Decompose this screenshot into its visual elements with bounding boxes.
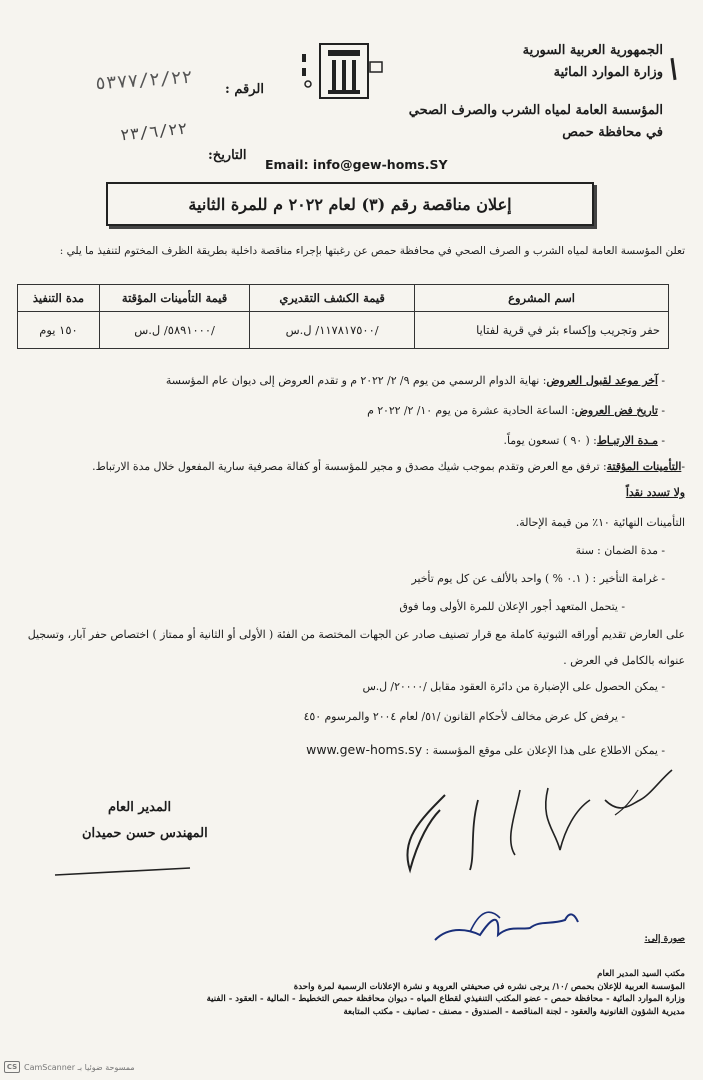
column-header-project: اسم المشروع <box>415 285 669 312</box>
column-header-estimate: قيمة الكشف التقديري <box>250 285 415 312</box>
opening-label: تاريخ فض العروض <box>574 404 658 417</box>
condition-documents: على العارض تقديم أوراقه الثبوتية كاملة مع قرار تصنيف صادر عن الجهات المختصة من الفئة ( الأولى أو الثانية أو ممتاز ) اختصاص حفر آبار، وتسجيل عنوانه بالكامل في العرض . <box>27 628 685 667</box>
condition-law: - يرفض كل عرض مخالف لأحكام القانون /٥١/ لعام ٢٠٠٤ والمرسوم ٤٥٠ <box>303 710 625 723</box>
commitment-label: مـدة الارتبـاط <box>596 434 658 447</box>
table-header-row <box>18 285 669 312</box>
cell-insurance-value: /٥٨٩١٠٠٠/ ل.س <box>99 312 249 349</box>
cell-project-name: حفر وتجريب وإكساء بئر في قرية لفتايا <box>415 312 669 349</box>
website-link[interactable]: www.gew-homs.sy <box>306 742 423 757</box>
issuer-line-1: الجمهورية العربية السورية <box>522 43 663 58</box>
scanner-caption: CamScanner ممسوحة ضوئيا بـ <box>24 1062 135 1072</box>
intro-paragraph: تعلن المؤسسة العامة لمياه الشرب و الصرف الصحي في محافظة حمص عن رغبتها بإجراء مناقصة داخلية بطريقة الظرف المختوم لتنفيذ ما يلي : <box>59 245 685 257</box>
column-header-insurance: قيمة التأمينات المؤقتة <box>99 285 249 312</box>
scanner-watermark <box>4 1061 135 1073</box>
condition-warranty: - مدة الضمان : سنة <box>575 544 665 557</box>
condition-final-insurance: التأمينات النهائية ١٠٪ من قيمة الإحالة. <box>515 516 685 529</box>
cc-list <box>15 968 685 1018</box>
condition-opening: - تاريخ فض العروض: الساعة الحادية عشرة من يوم ١٠/ ٢/ ٢٠٢٢ م <box>367 404 665 417</box>
date-label: التاريخ: <box>208 148 247 163</box>
contact-email: Email: info@gew-homs.SY <box>265 157 448 172</box>
issuer-line-3: المؤسسة العامة لمياه الشرب والصرف الصحي <box>408 103 663 118</box>
camscanner-logo-icon: CS <box>4 1061 20 1073</box>
temporary-insurance-label: التأمينات المؤقتة <box>606 460 682 473</box>
law-text: يرفض كل عرض مخالف لأحكام القانون /٥١/ لعام ٢٠٠٤ والمرسوم ٤٥٠ <box>303 710 618 723</box>
handwritten-signatures-icon <box>0 760 703 960</box>
cc-item: مكتب السيد المدير العام <box>597 969 685 979</box>
cc-item: وزارة الموارد المائية - محافظة حمص - عضو المكتب التنفيذي لقطاع المياه - ديوان محافظة حمص التخطيط - المالية - العقود - الفنية <box>206 994 685 1004</box>
condition-deadline: - آخر موعد لقبول العروض: نهاية الدوام الرسمي من يوم ٩/ ٢/ ٢٠٢٢ م و تقدم العروض إلى ديوان عام المؤسسة <box>165 374 665 387</box>
file-fee-text: يمكن الحصول على الإضبارة من دائرة العقود مقابل /٢٠٠٠٠/ ل.س <box>362 680 658 693</box>
director-name: المهندس حسن حميدان <box>82 826 208 841</box>
column-header-duration: مدة التنفيذ <box>18 285 100 312</box>
condition-website: - يمكن الاطلاع على هذا الإعلان على موقع المؤسسة : www.gew-homs.sy <box>306 742 665 757</box>
condition-temporary-insurance: -التأمينات المؤقتة: ترفق مع العرض وتقدم بموجب شيك مصدق و مجير للمؤسسة أو كفالة مصرفية سارية المفعول خلال مدة الارتباط. <box>92 460 685 473</box>
date-value: ٢٣/٦/٢٢ <box>119 118 189 145</box>
document-title: إعلان مناقصة رقم (٣) لعام ٢٠٢٢ م للمرة الثانية <box>106 182 594 226</box>
tender-table <box>17 284 669 349</box>
reference-label: الرقم : <box>225 82 264 97</box>
delay-penalty-text: غرامة التأخير : ( ٠.١ % ) واحد بالألف عن كل يوم تأخير <box>411 572 658 585</box>
condition-commitment: - مـدة الارتبـاط: ( ٩٠ ) تسعون يوماً. <box>503 434 665 447</box>
condition-delay-penalty: - غرامة التأخير : ( ٠.١ % ) واحد بالألف عن كل يوم تأخير <box>411 572 665 585</box>
temporary-insurance-text: : ترفق مع العرض وتقدم بموجب شيك مصدق و مجير للمؤسسة أو كفالة مصرفية سارية المفعول خلال مدة الارتباط. <box>92 460 607 473</box>
condition-no-cash: ولا تسدد نقداً <box>625 486 685 499</box>
director-title: المدير العام <box>108 800 172 815</box>
cc-item: المؤسسة العربية للإعلان بحمص /١٠/ يرجى نشره في صحيفتي العروبة و نشرة الإعلانات الرسمية لمرة واحدة <box>293 981 685 992</box>
issuer-line-4: في محافظة حمص <box>562 125 663 140</box>
cc-item: مديرية الشؤون القانونية والعقود - لجنة المناقصة - الصندوق - مصنف - تصانيف - مكتب المتابعة <box>343 1006 685 1017</box>
opening-text: : الساعة الحادية عشرة من يوم ١٠/ ٢/ ٢٠٢٢ م <box>367 404 575 417</box>
cell-duration: ١٥٠ يوم <box>18 312 100 349</box>
commitment-text: : ( ٩٠ ) تسعون يوماً. <box>503 434 597 447</box>
cell-estimate-value: /١١٧٨١٧٥٠٠/ ل.س <box>250 312 415 349</box>
organization-logo-icon <box>298 40 390 102</box>
margin-mark <box>670 58 676 80</box>
cc-label: صورة إلى: <box>644 934 685 944</box>
condition-file-fee: - يمكن الحصول على الإضبارة من دائرة العقود مقابل /٢٠٠٠٠/ ل.س <box>362 680 665 693</box>
ad-fees-text: يتحمل المتعهد أجور الإعلان للمرة الأولى وما فوق <box>399 600 618 613</box>
deadline-text: : نهاية الدوام الرسمي من يوم ٩/ ٢/ ٢٠٢٢ م و تقدم العروض إلى ديوان عام المؤسسة <box>165 374 547 387</box>
issuer-header <box>393 40 663 144</box>
condition-ad-fees: - يتحمل المتعهد أجور الإعلان للمرة الأولى وما فوق <box>399 600 625 613</box>
reference-number: ٥٣٧٧/٢/٢٢ <box>94 66 194 95</box>
issuer-line-2: وزارة الموارد المائية <box>553 65 663 80</box>
deadline-label: آخر موعد لقبول العروض <box>546 374 658 387</box>
warranty-text: مدة الضمان : سنة <box>575 544 658 557</box>
website-label: يمكن الاطلاع على هذا الإعلان على موقع المؤسسة : <box>425 744 658 757</box>
table-row <box>18 312 669 349</box>
